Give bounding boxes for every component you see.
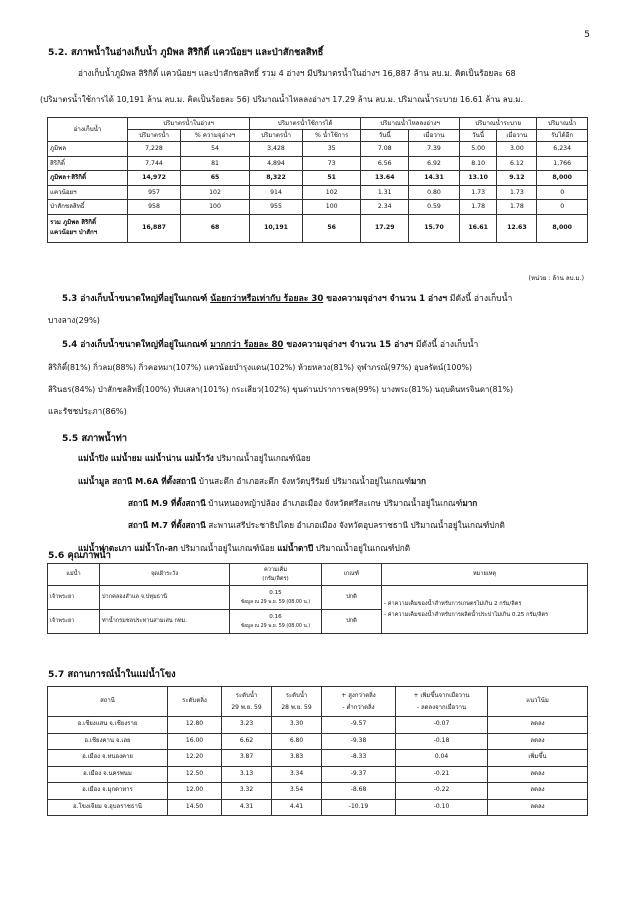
river-line-3: สถานี M.9 ที่ตั้งสถานี บ้านหนองหญ้าปล้อง อำเภอเมือง จังหวัดศรีสะเกษ ปริมาณน้ำอยู่ในเกณฑ์มาก — [128, 498, 478, 508]
reservoir-cell: 7.39 — [409, 142, 460, 157]
river-line-1: แม่น้ำปิง แม่น้ำยม แม่น้ำน่าน แม่น้ำวัง ปริมาณน้ำอยู่ในเกณฑ์น้อย — [78, 453, 311, 463]
reservoir-cell: 5.00 — [459, 142, 497, 157]
total-cell: 68 — [181, 214, 250, 242]
header-level-yesterday: ระดับน้ำ 28 พ.ย. 59 — [272, 687, 322, 717]
section-5-7-title: 5.7 สถานการณ์น้ำในแม่น้ำโขง — [48, 669, 176, 680]
header-criteria: เกณฑ์ — [322, 564, 382, 586]
bank-level: 12.20 — [168, 750, 222, 767]
diff-bank: -9.57 — [322, 717, 396, 734]
diff-day: -0.21 — [396, 766, 488, 783]
subheader: เมื่อวาน — [409, 130, 460, 142]
reservoir-cell: 7,744 — [128, 156, 181, 171]
diff-day: -0.10 — [396, 799, 488, 816]
section-5-3-line-2: บางลาง(29%) — [48, 315, 100, 325]
total-cell: 56 — [303, 214, 361, 242]
level-yesterday: 3.54 — [272, 783, 322, 800]
section-5-2-title: 5.2. สภาพน้ำในอ่างเก็บน้ำ ภูมิพล สิริกิติ์ แควน้อยฯ และป่าสักชลสิทธิ์ — [48, 47, 324, 58]
reservoir-cell: 7,228 — [128, 142, 181, 157]
bank-level: 16.00 — [168, 733, 222, 750]
total-cell: 15.70 — [409, 214, 460, 242]
section-5-4-line-2: สิริกิติ์(81%) กิ่วลม(88%) กิ่วคอหมา(107%) แควน้อยบำรุงแดน(102%) ห้วยหลวง(81%) จุฬาภรณ์(97%) อุบลรัตน์(100%) — [48, 363, 473, 372]
reservoir-cell: 14.31 — [409, 171, 460, 186]
total-cell: 17.29 — [361, 214, 409, 242]
reservoir-row — [48, 185, 588, 200]
header-reservoir: อ่างเก็บน้ำ — [48, 118, 128, 142]
section-5-5-title: 5.5 สภาพน้ำท่า — [62, 433, 128, 444]
note-cell: - ค่าความเค็มของน้ำสำหรับการเกษตรไม่เกิน 2 กรัม/ลิตร - ค่าความเค็มของน้ำสำหรับการผลิตน้ำประปาไม่เกิน 0.25 กรัม/ลิตร — [382, 586, 588, 634]
reservoir-cell: 957 — [128, 185, 181, 200]
reservoir-row — [48, 142, 588, 157]
station-row — [48, 733, 588, 750]
level-today: 3.23 — [222, 717, 272, 734]
criteria-cell: ปกติ — [322, 610, 382, 634]
level-today: 6.62 — [222, 733, 272, 750]
reservoir-cell: 8,000 — [537, 171, 588, 186]
river-cell: เจ้าพระยา — [48, 586, 100, 610]
section-5-3-line-1: 5.3 อ่างเก็บน้ำขนาดใหญ่ที่อยู่ในเกณฑ์ น้อยกว่าหรือเท่ากับ ร้อยละ 30 ของความจุอ่างฯ จำนวน 1 อ่างฯ มีดังนี้ อ่างเก็บน้ำ — [62, 294, 513, 304]
header-trend: แนวโน้ม — [488, 687, 588, 717]
subheader: % น้ำใช้การ — [303, 130, 361, 142]
reservoir-cell: 102 — [181, 185, 250, 200]
reservoir-name: สิริกิติ์ — [48, 156, 128, 171]
point-cell: ท่าน้ำกรมชลประทานสามเสน กทม. — [100, 610, 230, 634]
level-today: 3.32 — [222, 783, 272, 800]
header-station: สถานี — [48, 687, 168, 717]
station-row — [48, 799, 588, 816]
section-5-2-line-1: อ่างเก็บน้ำภูมิพล สิริกิติ์ แควน้อยฯ และป่าสักชลสิทธิ์ รวม 4 อ่างฯ มีปริมาตรน้ำในอ่างฯ 16,887 ล้าน ลบ.ม. คิดเป็นร้อยละ 68 — [78, 68, 516, 78]
subheader: ปริมาตรน้ำ — [250, 130, 303, 142]
level-today: 3.13 — [222, 766, 272, 783]
reservoir-row — [48, 200, 588, 215]
subheader: % ความจุอ่างฯ — [181, 130, 250, 142]
bank-level: 12.50 — [168, 766, 222, 783]
reservoir-name: ภูมิพล — [48, 142, 128, 157]
total-cell: 8,000 — [537, 214, 588, 242]
section-5-4-line-1: 5.4 อ่างเก็บน้ำขนาดใหญ่ที่อยู่ในเกณฑ์ มากกว่า ร้อยละ 80 ของความจุอ่างฯ จำนวน 15 อ่างฯ มีดังนี้ อ่างเก็บน้ำ — [62, 340, 479, 350]
reservoir-cell: 65 — [181, 171, 250, 186]
station-name: อ.เมือง จ.มุกดาหาร — [48, 783, 168, 800]
reservoir-cell: 100 — [303, 200, 361, 215]
diff-bank: -8.68 — [322, 783, 396, 800]
unit-note: (หน่วย : ล้าน ลบ.ม.) — [528, 275, 584, 282]
bank-level: 12.00 — [168, 783, 222, 800]
diff-day: -0.07 — [396, 717, 488, 734]
subheader: เมื่อวาน — [497, 130, 537, 142]
total-cell: 16,887 — [128, 214, 181, 242]
station-row — [48, 750, 588, 767]
reservoir-name: ป่าสักชลสิทธิ์ — [48, 200, 128, 215]
trend: ลดลง — [488, 799, 588, 816]
trend: เพิ่มขึ้น — [488, 750, 588, 767]
reservoir-name: ภูมิพล+สิริกิติ์ — [48, 171, 128, 186]
reservoir-cell: 6.12 — [497, 156, 537, 171]
header-diff-bank: + สูงกว่าตลิ่ง - ต่ำกว่าตลิ่ง — [322, 687, 396, 717]
reservoir-cell: 6,234 — [537, 142, 588, 157]
diff-day: -0.18 — [396, 733, 488, 750]
reservoir-cell: 0.80 — [409, 185, 460, 200]
bank-level: 12.80 — [168, 717, 222, 734]
reservoir-cell: 6.92 — [409, 156, 460, 171]
header-point: จุดเฝ้าระวัง — [100, 564, 230, 586]
reservoir-cell: 1.78 — [459, 200, 497, 215]
section-5-6-title: 5.6 คุณภาพน้ำ — [48, 550, 111, 561]
total-cell: 10,191 — [250, 214, 303, 242]
mekong-table — [47, 686, 588, 816]
reservoir-cell: 102 — [303, 185, 361, 200]
river-line-4: สถานี M.7 ที่ตั้งสถานี สะพานเสรีประชาธิปไตย อำเภอเมือง จังหวัดอุบลราชธานี ปริมาณน้ำอยู่ในเกณฑ์ปกติ — [128, 520, 505, 530]
reservoir-cell: 1.31 — [361, 185, 409, 200]
reservoir-name: แควน้อยฯ — [48, 185, 128, 200]
station-row — [48, 783, 588, 800]
reservoir-cell: 0 — [537, 185, 588, 200]
subheader: ปริมาตรน้ำ — [128, 130, 181, 142]
reservoir-cell: 1.73 — [497, 185, 537, 200]
river-line-5: แม่น้ำท่าตะเภา แม่น้ำโก-ลก ปริมาณน้ำอยู่ในเกณฑ์น้อย แม่น้ำตาปี ปริมาณน้ำอยู่ในเกณฑ์ปกติ — [78, 543, 411, 553]
header-usable: ปริมาตรน้ำใช้การได้ — [250, 118, 361, 130]
station-name: อ.เมือง จ.หนองคาย — [48, 750, 168, 767]
level-yesterday: 6.80 — [272, 733, 322, 750]
trend: ลดลง — [488, 733, 588, 750]
station-name: อ.เชียงแสน จ.เชียงราย — [48, 717, 168, 734]
reservoir-cell: 0.59 — [409, 200, 460, 215]
subheader: วันนี้ — [361, 130, 409, 142]
total-cell: 16.61 — [459, 214, 497, 242]
reservoir-row — [48, 171, 588, 186]
reservoir-cell: 35 — [303, 142, 361, 157]
point-cell: ปากคลองสำแล จ.ปทุมธานี — [100, 586, 230, 610]
reservoir-cell: 54 — [181, 142, 250, 157]
reservoir-cell: 51 — [303, 171, 361, 186]
reservoir-cell: 1.73 — [459, 185, 497, 200]
level-yesterday: 3.34 — [272, 766, 322, 783]
header-diff-day: + เพิ่มขึ้นจากเมื่อวาน - ลดลงจากเมื่อวาน — [396, 687, 488, 717]
header-release: ปริมาณน้ำระบาย — [459, 118, 536, 130]
header-bank: ระดับตลิ่ง — [168, 687, 222, 717]
reservoir-cell: 3.00 — [497, 142, 537, 157]
reservoir-cell: 7.08 — [361, 142, 409, 157]
trend: ลดลง — [488, 717, 588, 734]
section-5-2-line-2: (ปริมาตรน้ำใช้การได้ 10,191 ล้าน ลบ.ม. คิดเป็นร้อยละ 56) ปริมาณน้ำไหลลงอ่างฯ 17.29 ล้าน ลบ.ม. ปริมาณน้ำระบาย 16.61 ล้าน ลบ.ม. — [40, 95, 524, 104]
reservoir-cell: 955 — [250, 200, 303, 215]
subheader: วันนี้ — [459, 130, 497, 142]
criteria-cell: ปกติ — [322, 586, 382, 610]
reservoir-cell: 2.34 — [361, 200, 409, 215]
reservoir-cell: 0 — [537, 200, 588, 215]
reservoir-cell: 4,894 — [250, 156, 303, 171]
station-name: อ.โขงเจียม จ.อุบลราชธานี — [48, 799, 168, 816]
section-5-4-line-3: สิรินธร(84%) ป่าสักชลสิทธิ์(100%) ทับเสลา(101%) กระเสียว(102%) ขุนด่านปราการชล(99%) บางพระ(81%) นฤบดินทรจินดา(81%) — [48, 385, 514, 394]
salinity-cell: 0.15 ข้อมูล ณ 29 พ.ย. 59 (08.00 น.) — [230, 586, 322, 610]
river-cell: เจ้าพระยา — [48, 610, 100, 634]
level-today: 4.31 — [222, 799, 272, 816]
diff-day: 0.04 — [396, 750, 488, 767]
station-name: อ.เชียงคาน จ.เลย — [48, 733, 168, 750]
reservoir-cell: 8.10 — [459, 156, 497, 171]
reservoir-cell: 13.64 — [361, 171, 409, 186]
reservoir-row — [48, 156, 588, 171]
header-river: แม่น้ำ — [48, 564, 100, 586]
reservoir-cell: 100 — [181, 200, 250, 215]
river-line-2: แม่น้ำมูล สถานี M.6A ที่ตั้งสถานี บ้านสะตึก อำเภอสะตึก จังหวัดบุรีรัมย์ ปริมาณน้ำอยู่ในเกณฑ์มาก — [78, 476, 426, 486]
diff-bank: -9.38 — [322, 733, 396, 750]
station-row — [48, 766, 588, 783]
reservoir-cell: 914 — [250, 185, 303, 200]
diff-day: -0.22 — [396, 783, 488, 800]
header-salinity: ความเค็ม (กรัม/ลิตร) — [230, 564, 322, 586]
total-cell: 12.63 — [497, 214, 537, 242]
reservoir-table — [47, 117, 588, 243]
reservoir-cell: 1.78 — [497, 200, 537, 215]
reservoir-cell: 1,766 — [537, 156, 588, 171]
station-name: อ.เมือง จ.นครพนม — [48, 766, 168, 783]
reservoir-cell: 13.10 — [459, 171, 497, 186]
section-5-4-line-4: และรัชชประภา(86%) — [48, 406, 127, 416]
reservoir-cell: 958 — [128, 200, 181, 215]
level-yesterday: 3.83 — [272, 750, 322, 767]
header-note: หมายเหตุ — [382, 564, 588, 586]
bank-level: 14.50 — [168, 799, 222, 816]
reservoir-cell: 81 — [181, 156, 250, 171]
level-yesterday: 3.30 — [272, 717, 322, 734]
diff-bank: -9.37 — [322, 766, 396, 783]
diff-bank: -10.19 — [322, 799, 396, 816]
level-yesterday: 4.41 — [272, 799, 322, 816]
subheader: รับได้อีก — [537, 130, 588, 142]
reservoir-cell: 73 — [303, 156, 361, 171]
total-name: รวม ภูมิพล สิริกิติ์ แควน้อยฯ ป่าสักฯ — [48, 214, 128, 242]
diff-bank: -8.33 — [322, 750, 396, 767]
header-storage: ปริมาตรน้ำในอ่างฯ — [128, 118, 250, 130]
salinity-cell: 0.16 ข้อมูล ณ 29 พ.ย. 59 (08.00 น.) — [230, 610, 322, 634]
header-inflow: ปริมาณน้ำไหลลงอ่างฯ — [361, 118, 460, 130]
page-number: 5 — [584, 30, 590, 40]
header-capacity: ปริมาณน้ำ — [537, 118, 588, 130]
water-quality-table — [47, 563, 588, 634]
trend: ลดลง — [488, 766, 588, 783]
header-level-today: ระดับน้ำ 29 พ.ย. 59 — [222, 687, 272, 717]
reservoir-cell: 6.56 — [361, 156, 409, 171]
trend: ลดลง — [488, 783, 588, 800]
reservoir-cell: 14,972 — [128, 171, 181, 186]
reservoir-cell: 9.12 — [497, 171, 537, 186]
level-today: 3.87 — [222, 750, 272, 767]
reservoir-cell: 3,428 — [250, 142, 303, 157]
station-row — [48, 717, 588, 734]
reservoir-cell: 8,322 — [250, 171, 303, 186]
